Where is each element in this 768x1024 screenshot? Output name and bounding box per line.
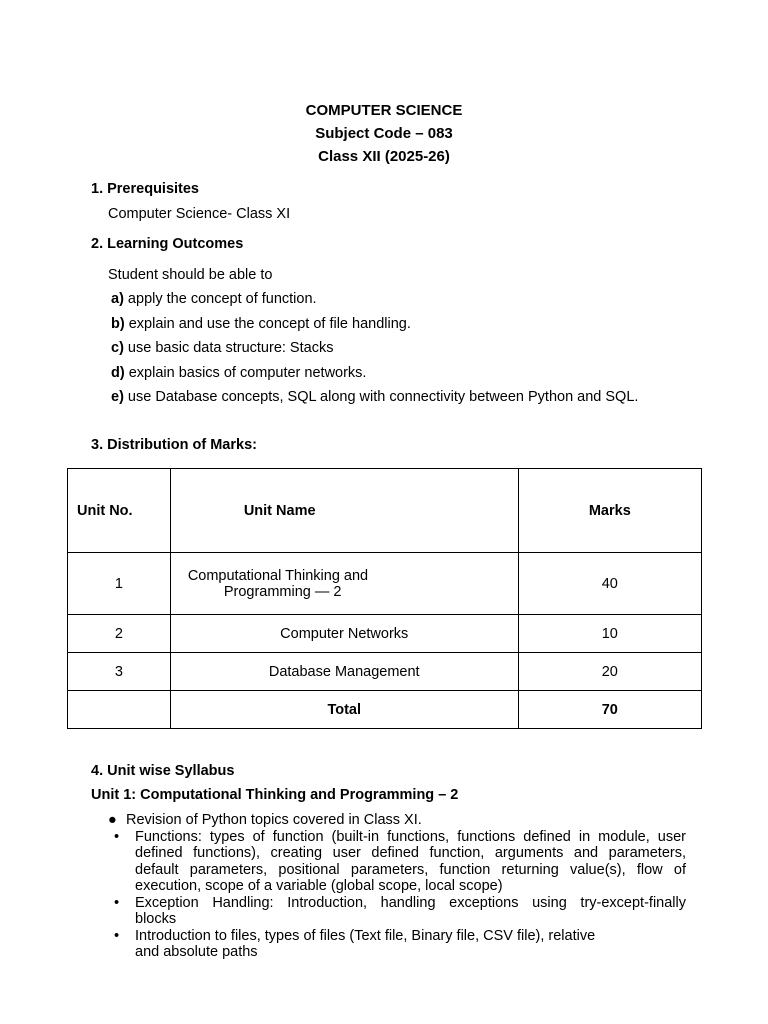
bullet-line: and absolute paths <box>135 944 258 960</box>
table-row <box>68 653 702 691</box>
total-label: Total <box>170 691 518 729</box>
outcome-item <box>111 291 317 307</box>
header-unit-no: Unit No. <box>68 469 171 553</box>
prerequisites-text: Computer Science- Class XI <box>108 206 291 222</box>
outcome-letter: d) <box>111 365 125 381</box>
unit-marks: 40 <box>518 553 701 615</box>
outcome-letter: e) <box>111 389 124 405</box>
bullet-line: blocks <box>135 911 177 927</box>
list-item <box>108 812 686 829</box>
unit1-heading: Unit 1: Computational Thinking and Programming – 2 <box>91 787 459 803</box>
unit-name: Database Management <box>170 653 518 691</box>
outcome-text: explain and use the concept of file handling. <box>124 316 411 332</box>
header-marks: Marks <box>518 469 701 553</box>
marks-table <box>67 468 702 729</box>
bullet-line: execution, scope of a variable (global scope, local scope) <box>135 878 503 894</box>
unit-marks: 20 <box>518 653 701 691</box>
unit-name: Computer Networks <box>170 615 518 653</box>
list-item <box>108 829 686 895</box>
bullet-line: defined functions), creating user defined function, arguments and parameters, <box>135 845 686 861</box>
outcome-letter: a) <box>111 291 124 307</box>
unit-syllabus-heading: 4. Unit wise Syllabus <box>91 763 235 779</box>
bullet-text: Revision of Python topics covered in Class XI. <box>126 812 422 828</box>
list-item <box>108 895 686 928</box>
outcome-text: use Database concepts, SQL along with connectivity between Python and SQL. <box>123 389 639 405</box>
outcome-letter: c) <box>111 340 124 356</box>
total-empty-cell <box>68 691 171 729</box>
outcome-letter: b) <box>111 316 125 332</box>
bullet-line: Introduction to files, types of files (Text file, Binary file, CSV file), relative <box>135 927 596 944</box>
bullet-line: Exception Handling: Introduction, handling exceptions using try-except-finally <box>135 894 686 911</box>
table-row <box>68 553 702 615</box>
table-header-row <box>68 469 702 553</box>
bullet-line: Functions: types of function (built-in functions, functions defined in module, user <box>135 828 686 845</box>
class-year: Class XII (2025-26) <box>318 148 450 165</box>
unit-name-line: Programming — 2 <box>223 583 342 600</box>
unit-name-line: Computational Thinking and <box>187 567 369 584</box>
outcome-text: use basic data structure: Stacks <box>123 340 334 356</box>
unit-number: 1 <box>68 553 171 615</box>
bullet-dot-icon: ● <box>108 812 117 828</box>
header-unit-name: Unit Name <box>170 469 518 553</box>
total-marks: 70 <box>518 691 701 729</box>
bullet-dot-icon: • <box>114 927 120 944</box>
outcome-text: explain basics of computer networks. <box>124 365 367 381</box>
unit-number: 2 <box>68 615 171 653</box>
syllabus-bullet-list <box>108 812 686 961</box>
table-total-row <box>68 691 702 729</box>
outcome-text: apply the concept of function. <box>123 291 317 307</box>
prerequisites-heading: 1. Prerequisites <box>91 181 199 197</box>
learning-outcomes-intro: Student should be able to <box>108 267 273 283</box>
distribution-heading: 3. Distribution of Marks: <box>91 437 257 453</box>
learning-outcomes-heading: 2. Learning Outcomes <box>91 236 244 252</box>
bullet-dot-icon: • <box>114 828 120 845</box>
outcome-item <box>111 316 411 332</box>
unit-name <box>170 553 518 615</box>
document-title: COMPUTER SCIENCE <box>305 102 463 119</box>
bullet-dot-icon: • <box>114 894 120 911</box>
unit-marks: 10 <box>518 615 701 653</box>
table-row <box>68 615 702 653</box>
bullet-line: default parameters, positional parameters, function returning value(s), flow of <box>135 861 686 878</box>
unit-number: 3 <box>68 653 171 691</box>
outcome-item <box>111 365 366 381</box>
outcome-item <box>111 389 638 405</box>
subject-code: Subject Code – 083 <box>315 125 453 142</box>
list-item <box>108 928 613 961</box>
outcome-item <box>111 340 333 356</box>
